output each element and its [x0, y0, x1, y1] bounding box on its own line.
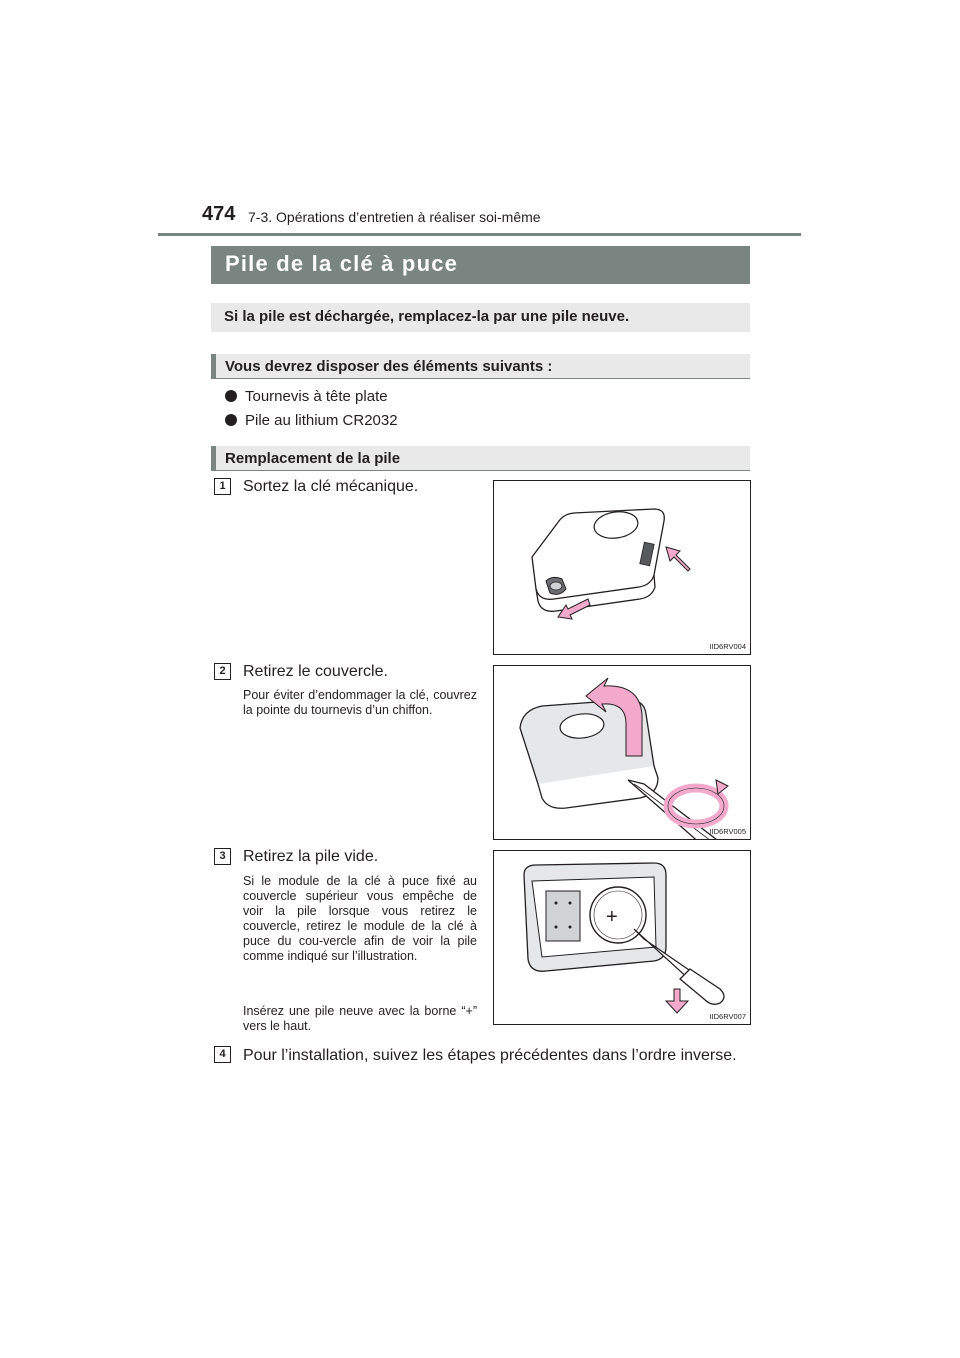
replacement-heading-text: Remplacement de la pile: [225, 450, 401, 467]
tools-heading: [211, 354, 750, 379]
key-fob-illustration: [494, 481, 750, 654]
bullet-icon: [225, 414, 237, 426]
replacement-heading: [211, 446, 750, 471]
figure-remove-battery: [493, 850, 751, 1025]
step-number-4: 4: [214, 1046, 231, 1063]
intro-text: Si la pile est déchargée, remplacez-la par une pile neuve.: [224, 308, 630, 325]
arrow-icon: [666, 547, 690, 571]
step-3-note: Si le module de la clé à puce fixé au couvercle supérieur vous empêche de voir la pile lorsque vous retirez le couvercle, retirez le module de la clé à puce du cou-vercle afin de voir la pile comme indiqué sur l’illustration.: [243, 874, 477, 963]
arrow-icon: [716, 780, 728, 794]
intro-box: [211, 303, 750, 332]
bullet-icon: [225, 390, 237, 402]
figure-code: IID6RV007: [709, 1012, 746, 1021]
header-rule: [158, 233, 801, 236]
title-banner: [211, 246, 750, 284]
step-number-3: 3: [214, 848, 231, 865]
figure-remove-mechanical-key: [493, 480, 751, 655]
step-number-1: 1: [214, 478, 231, 495]
tools-heading-text: Vous devrez disposer des éléments suivants :: [225, 358, 553, 375]
cover-removal-illustration: [494, 666, 750, 839]
step-number-2: 2: [214, 663, 231, 680]
step-3-note-insert: Insérez une pile neuve avec la borne “+” vers le haut.: [243, 1004, 477, 1033]
battery-removal-illustration: [494, 851, 750, 1024]
arrow-icon: [666, 989, 688, 1013]
step-2-title: Retirez le couvercle.: [243, 663, 388, 680]
page-title: Pile de la clé à puce: [225, 251, 459, 276]
figure-code: IID6RV005: [709, 827, 746, 836]
tool-item-screwdriver: Tournevis à tête plate: [225, 388, 388, 405]
section-title: 7-3. Opérations d’entretien à réaliser soi-même: [248, 209, 541, 225]
step-1-title: Sortez la clé mécanique.: [243, 478, 419, 495]
figure-code: IID6RV004: [709, 642, 746, 651]
step-4-text: Pour l’installation, suivez les étapes précédentes dans l’ordre inverse.: [243, 1047, 737, 1064]
step-2-note: Pour éviter d’endommager la clé, couvrez la pointe du tournevis d’un chiffon.: [243, 688, 477, 717]
page-number: 474: [202, 203, 236, 225]
arrow-icon: [558, 599, 590, 619]
figure-remove-cover: [493, 665, 751, 840]
plus-icon: +: [606, 906, 618, 928]
step-3-title: Retirez la pile vide.: [243, 848, 379, 865]
tool-item-battery: Pile au lithium CR2032: [225, 412, 398, 429]
